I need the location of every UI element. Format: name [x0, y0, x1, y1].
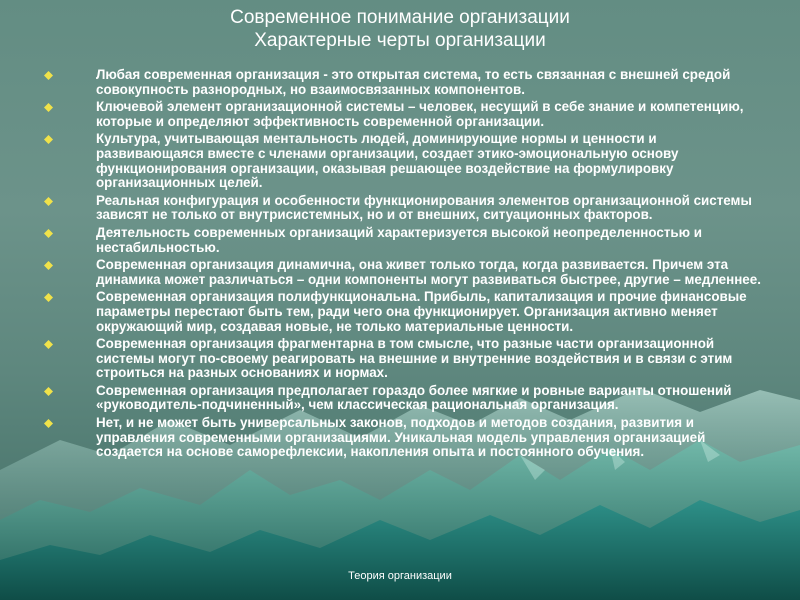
slide-footer: Теория организации	[348, 570, 452, 582]
bullet-item	[44, 416, 768, 460]
bullet-list	[44, 68, 768, 463]
bullet-item	[44, 132, 768, 190]
diamond-bullet-icon	[44, 387, 53, 396]
diamond-bullet-icon	[44, 229, 53, 238]
bullet-text: Нет, и не может быть универсальных законов, подходов и методов создания, развития и управления современными организациями. Уникальная модель управления организацией создается на основе саморефлексии, накопления опыта и постоянного обучения.	[96, 415, 706, 460]
bullet-item	[44, 290, 768, 334]
bullet-text: Культура, учитывающая ментальность людей, доминирующие нормы и ценности и развивающаяся вместе с членами организации, создает этико-эмоциональную основу функционирования организации, оказывая решающее воздействие на формулировку организационных целей.	[96, 131, 679, 191]
bullet-text: Современная организация фрагментарна в том смысле, что разные части организационной системы могут по-своему реагировать на внешние и внутренние воздействия и в связи с этим строиться на разных основаниях и нормах.	[96, 336, 733, 381]
diamond-bullet-icon	[44, 135, 53, 144]
bullet-item	[44, 258, 768, 287]
bullet-text: Современная организация динамична, она живет только тогда, когда развивается. Причем эта динамика может различаться – одни компоненты могут развиваться быстрее, другие – медленнее.	[96, 257, 761, 287]
diamond-bullet-icon	[44, 197, 53, 206]
diamond-bullet-icon	[44, 340, 53, 349]
diamond-bullet-icon	[44, 293, 53, 302]
bullet-item	[44, 68, 768, 97]
bullet-text: Любая современная организация - это открытая система, то есть связанная с внешней средой совокупность разнородных, но взаимосвязанных компонентов.	[96, 67, 731, 97]
bullet-item	[44, 337, 768, 381]
bullet-text: Современная организация предполагает гораздо более мягкие и ровные варианты отношений «руководитель-подчиненный», чем классическая рациональная организация.	[96, 382, 732, 413]
diamond-bullet-icon	[44, 71, 53, 80]
title-line-1: Современное понимание организации	[230, 7, 570, 28]
bullet-item	[44, 100, 768, 129]
diamond-bullet-icon	[44, 419, 53, 428]
title-line-2: Характерные черты организации	[254, 30, 546, 51]
slide-title	[140, 6, 660, 52]
bullet-text: Деятельность современных организаций характеризуется высокой неопределенностью и нестабильностью.	[96, 224, 703, 255]
bullet-item	[44, 384, 768, 413]
diamond-bullet-icon	[44, 261, 53, 270]
bullet-text: Ключевой элемент организационной системы – человек, несущий в себе знание и компетенцию, которые и определяют эффективность современной организации.	[96, 99, 744, 129]
bullet-text: Реальная конфигурация и особенности функционирования элементов организационной системы зависят не только от внутрисистемных, но и от внешних, ситуационных факторов.	[96, 192, 752, 223]
bullet-text: Современная организация полифункциональна. Прибыль, капитализация и прочие финансовые параметры перестают быть тем, ради чего она функционирует. Организация активно меняет окружающий мир, создавая новые, не только материальные ценности.	[96, 289, 747, 334]
bullet-item	[44, 194, 768, 223]
bullet-item	[44, 226, 768, 255]
diamond-bullet-icon	[44, 103, 53, 112]
